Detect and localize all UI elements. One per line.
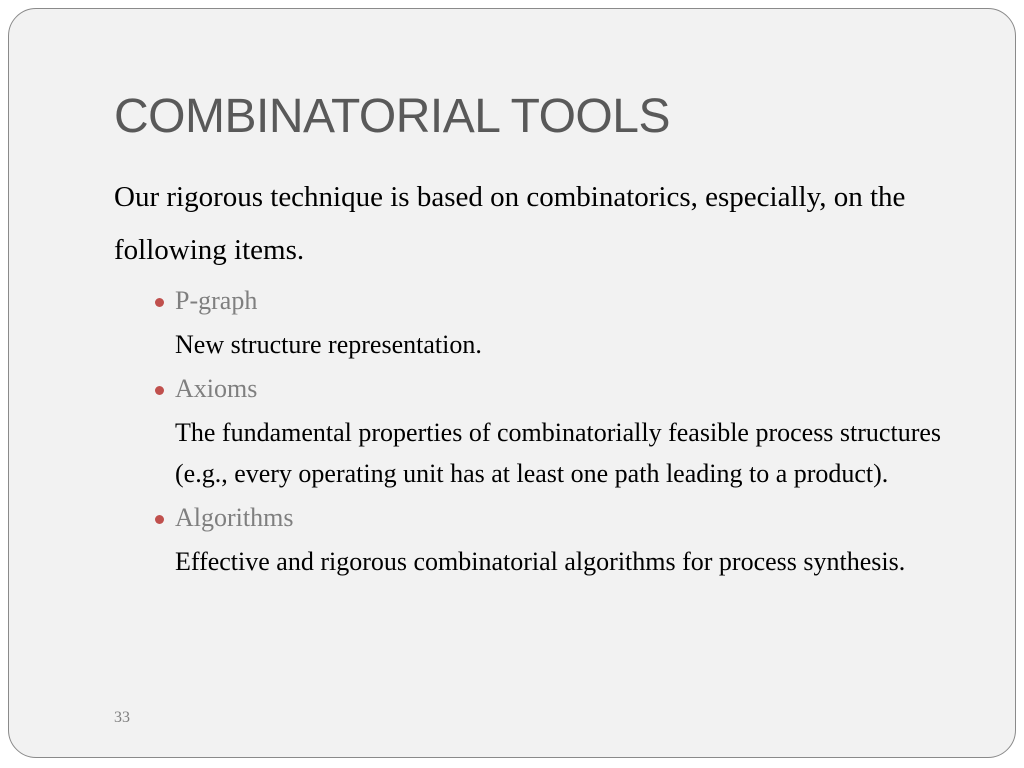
bullet-icon [155, 298, 164, 307]
slide [8, 8, 1016, 758]
bullet-icon [155, 386, 164, 395]
item-description: The fundamental properties of combinatorially feasible process structures (e.g., every operating unit has at least one path leading to a product). [175, 418, 942, 488]
item-label: P-graph [175, 286, 258, 315]
item-list [114, 281, 994, 582]
list-item [114, 498, 994, 582]
item-description: Effective and rigorous combinatorial algorithms for process synthesis. [175, 547, 906, 576]
slide-number: 33 [114, 709, 130, 726]
intro-text: Our rigorous technique is based on combinatorics, especially, on the following items. [114, 181, 906, 266]
list-item [114, 369, 994, 494]
slide-body [114, 171, 994, 582]
list-item [114, 281, 994, 365]
item-description: New structure representation. [175, 330, 482, 359]
slide-title: COMBINATORIAL TOOLS [114, 90, 670, 143]
item-label: Axioms [175, 374, 258, 403]
bullet-icon [155, 515, 164, 524]
item-label: Algorithms [175, 503, 294, 532]
